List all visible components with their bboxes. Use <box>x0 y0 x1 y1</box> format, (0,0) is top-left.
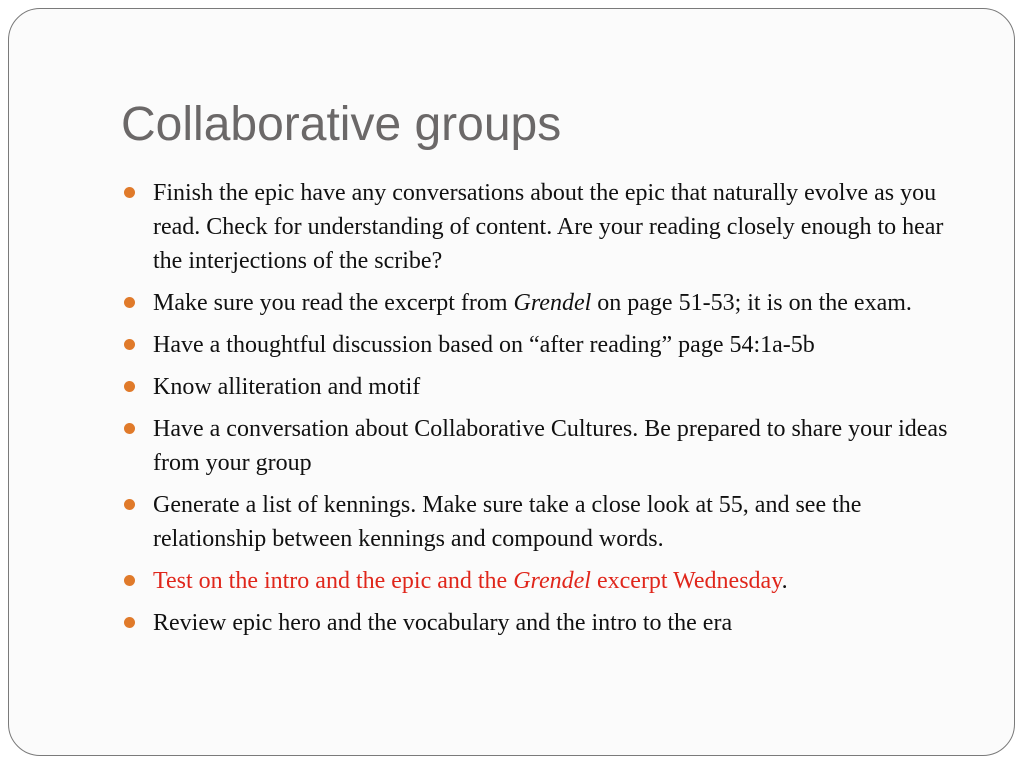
bullet-marker-icon <box>124 187 135 198</box>
bullet-text-end: on page 51-53; it is on the exam. <box>591 290 912 316</box>
bullet-text: Generate a list of kennings. Make sure take a close look at 55, and see the relationship between kennings and compound words. <box>153 492 862 552</box>
bullet-list <box>153 176 965 648</box>
bullet-text-middle: excerpt Wednesday <box>590 568 782 594</box>
bullet-text-end: . <box>781 568 788 594</box>
slide-frame <box>8 8 1015 756</box>
bullet-text: Know alliteration and motif <box>153 374 421 400</box>
bullet-item-highlighted <box>153 564 965 598</box>
bullet-item <box>153 370 965 404</box>
bullet-item <box>153 286 965 320</box>
bullet-item <box>153 176 965 278</box>
bullet-item <box>153 606 965 640</box>
bullet-text: Have a conversation about Collaborative Cultures. Be prepared to share your ideas from your group <box>153 416 948 476</box>
bullet-marker-icon <box>124 423 135 434</box>
bullet-marker-icon <box>124 339 135 350</box>
bullet-marker-icon <box>124 575 135 586</box>
bullet-item <box>153 328 965 362</box>
bullet-text-italic: Grendel <box>513 568 591 594</box>
bullet-marker-icon <box>124 617 135 628</box>
bullet-marker-icon <box>124 297 135 308</box>
bullet-text: Finish the epic have any conversations about the epic that naturally evolve as you read. Check for understanding of content. Are your reading closely enough to hear the interjections of the scribe? <box>153 180 944 274</box>
bullet-text: Review epic hero and the vocabulary and the intro to the era <box>153 610 733 636</box>
bullet-text: Have a thoughtful discussion based on “after reading” page 54:1a-5b <box>153 332 815 358</box>
bullet-marker-icon <box>124 499 135 510</box>
slide-title: Collaborative groups <box>121 98 562 151</box>
bullet-item <box>153 412 965 480</box>
bullet-text-start: Make sure you read the excerpt from <box>153 290 514 316</box>
bullet-text-start: Test on the intro and the epic and the <box>153 568 514 594</box>
bullet-marker-icon <box>124 381 135 392</box>
bullet-item <box>153 488 965 556</box>
bullet-text-italic: Grendel <box>513 290 592 316</box>
